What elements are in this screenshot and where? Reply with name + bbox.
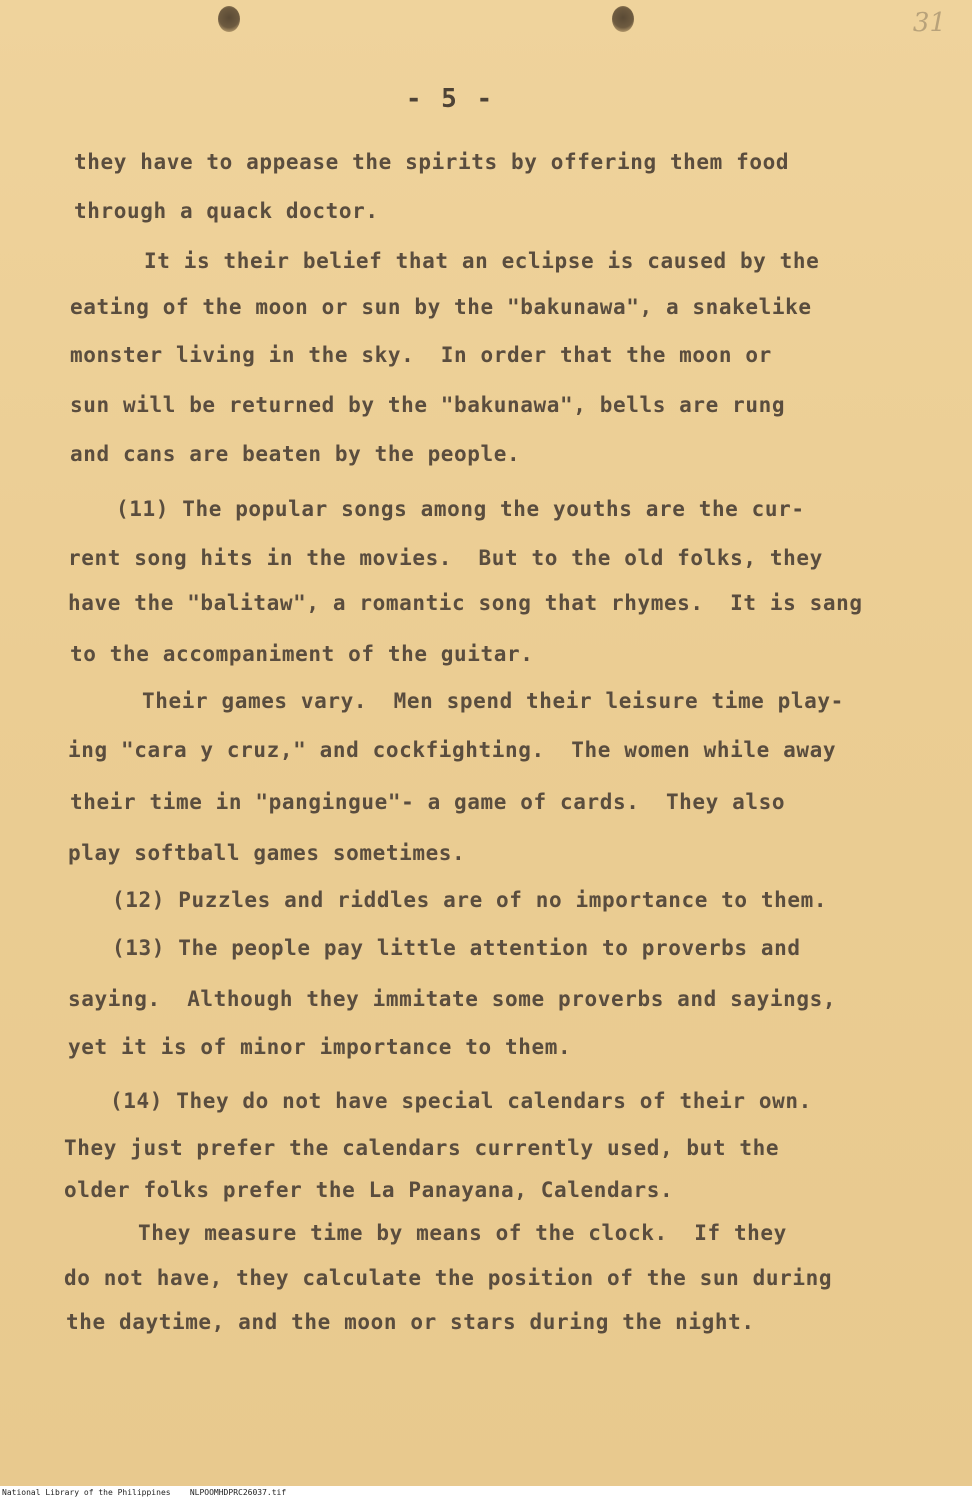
text-line: (13) The people pay little attention to proverbs and [112, 936, 801, 960]
text-line: older folks prefer the La Panayana, Calendars. [64, 1178, 674, 1202]
text-line: (11) The popular songs among the youths are the cur- [116, 497, 805, 521]
footer-filename: NLPOOMHDPRC26037.tif [189, 1488, 287, 1497]
page-number: - 5 - [405, 84, 495, 114]
text-line: (12) Puzzles and riddles are of no importance to them. [112, 888, 828, 912]
text-line: ing "cara y cruz," and cockfighting. The women while away [68, 738, 837, 762]
text-line: yet it is of minor importance to them. [68, 1035, 572, 1059]
text-line: to the accompaniment of the guitar. [70, 642, 534, 666]
text-line: (14) They do not have special calendars of their own. [110, 1089, 812, 1113]
text-line: they have to appease the spirits by offering them food [74, 150, 790, 174]
text-line: monster living in the sky. In order that the moon or [70, 343, 772, 367]
text-line: through a quack doctor. [74, 199, 379, 223]
text-line: sun will be returned by the "bakunawa", bells are rung [70, 393, 786, 417]
text-line: saying. Although they immitate some proverbs and sayings, [68, 987, 837, 1011]
text-line: have the "balitaw", a romantic song that rhymes. It is sang [68, 591, 863, 615]
footer-source: National Library of the Philippines [2, 1488, 171, 1497]
text-line: eating of the moon or sun by the "bakunawa", a snakelike [70, 295, 812, 319]
text-line: their time in "pangingue"- a game of cards. They also [70, 790, 786, 814]
folio-number: 31 [912, 8, 946, 38]
text-line: They just prefer the calendars currently used, but the [64, 1136, 780, 1160]
text-line: rent song hits in the movies. But to the old folks, they [68, 546, 823, 570]
text-line: do not have, they calculate the position of the sun during [64, 1266, 833, 1290]
text-line: and cans are beaten by the people. [70, 442, 521, 466]
text-line: the daytime, and the moon or stars during the night. [66, 1310, 755, 1334]
text-line: play softball games sometimes. [68, 841, 466, 865]
punch-hole-left [218, 6, 240, 32]
text-line: Their games vary. Men spend their leisure time play- [142, 689, 844, 713]
scan-footer [0, 1486, 972, 1500]
text-line: They measure time by means of the clock. If they [138, 1221, 787, 1245]
punch-hole-right [612, 6, 634, 32]
text-line: It is their belief that an eclipse is caused by the [144, 249, 820, 273]
